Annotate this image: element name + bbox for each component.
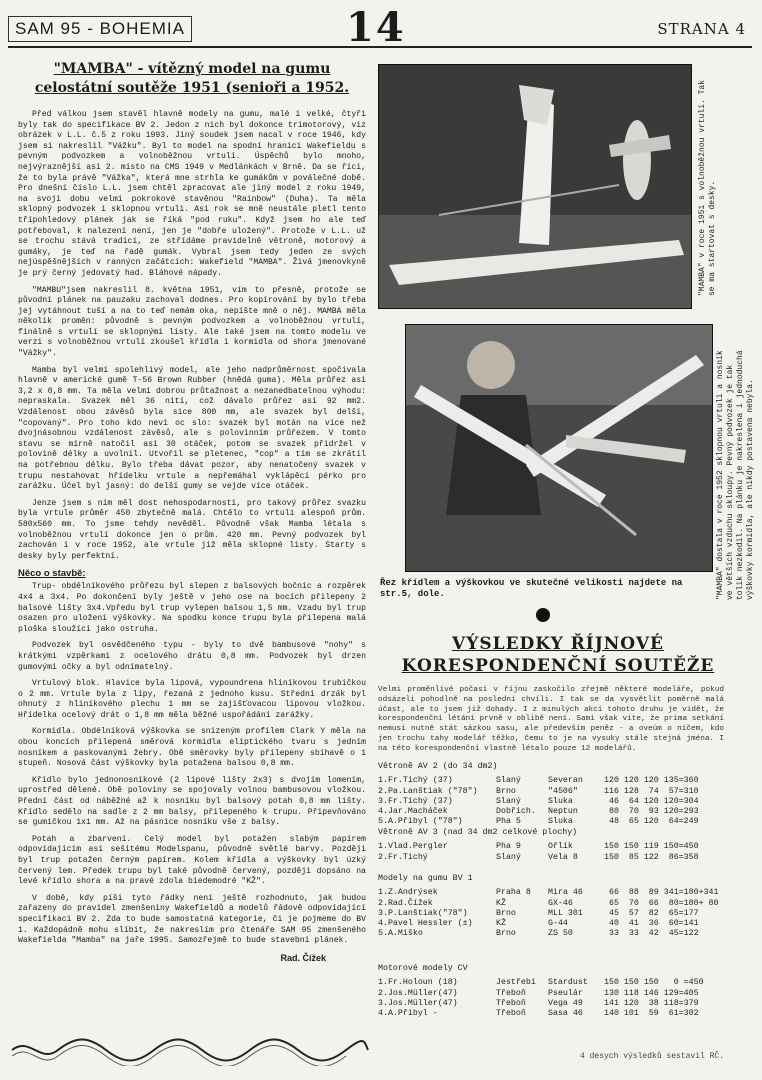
result-row: 1.Fr.Holoun (18) Jestřebí Stardust 150 150 150 0 =450: [378, 978, 704, 988]
result-row: 5.A.Miško Brno ZS 50 33 33 42 45=122: [378, 929, 699, 939]
result-row: 1.Z.Andrýsek Praha 8 Mira 46 66 88 89 341=180+341: [378, 888, 719, 898]
decorative-border: [10, 1034, 370, 1066]
issue-number: 14: [346, 4, 406, 51]
article-title: [18, 60, 366, 98]
result-row: 3.Fr.Tichý (37) Slaný Sluka 46 64 120 120=304: [378, 796, 699, 806]
result-row: 3.Jos.Müller(47) Třeboň Vega 49 141 120 38 118=379: [378, 998, 699, 1008]
result-row: 1.Fr.Tichý (37) Slaný Severan 120 120 120 135=360: [378, 776, 699, 786]
article-title-line2: celostátní soutěže 1951 (senioři a 1952.: [34, 80, 350, 96]
article-paragraph: Před válkou jsem stavěl hlavně modely na gumu, malé i velké, čtyři byly tak do specifikace BV 2. Jedon z nich byl dokonce trimotorový, viz obrázek v L.L. č.5 z roku 1993. Jiný soudek jsem nacal v roce 1946, kdy jsem si nakreslil "Vážku". Byl to model na spodní hranici Wakefieldu s pevným podvozkem a volnoběžnou vrtulí. Úspěchů bylo mnoho, nejvýraznější asi 2. místo na CMS 1949 v Medlánkách v Brně. Da se říci, že to byla právě "Vážka", která mne strhla ke gumákům v poválečné době. Pro dnešní číslo L.L. jsem chtěl zpracovat ale jiný model z roku 1949, na svoji dobu velmi pokrokové stavěnou "Rainbow" (Duha). Ta měla sklopný podvozek i sklopnou vrtuli. Asi rok se mně neustále pletl tento třípohledový plánek jak se říká "pod ruku". Když jsem ho ale teď potřeboval, k nalezení není, jen je "dobře uložený". Protože v L.L. už se trochu stává tradicí, ze střídáme pravidelně větroně, motorový a gumáky, je teď na řadě gumák. Vybral jsem tedy jeden ze svých nejúspěšnějších v rannýcn začátcích: Wakefield "MAMBA". Živá jmenovkyně je prý černý jedovatý had. Bláhové nápady.: [18, 110, 366, 278]
photo-mamba-1951: [378, 64, 692, 309]
result-row: 2.Jos.Müller(47) Třeboň Pseulár 130 118 146 129=405: [378, 988, 699, 998]
closing-paragraph: V době, kdy píši tyto řádky není ještě rozhodnuto, jak budou zařazeny do pravidel zmenšeniny Wakefieldů a modelů řádově odpovídající specifikaci BV 2. Zda to bude samostatná kategorie, či je pojmeme do BV 1. Každopádně mohu slíbit, že nakreslím pro čtenáře SAM 95 zmenšeného Wakefielda "Mamba" na jaře 1995. Samozřejmě to bude stavební plánek.: [18, 893, 366, 946]
article-title-line1: "MAMBA" - vítězný model na gumu: [53, 61, 331, 77]
author-signature: Rad. Čížek: [280, 952, 326, 963]
article-paragraph: "MAMBU"jsem nakreslil 8. května 1951, vím to přesně, protože se původní plánek na pauzaku zachoval dodnes. Pro kopírování by bylo třeba jej vytáhnout tuší a na to teď nemám oka, nepíšte mně o něj. MAMBA měla několik proměn: původně s pevným podvozkem a volnoběžnou vrtulí, finálně s vrtulí se sklopnými listy. Ale také jsem na tomto modelu ve verzi s volnoběžnou vrtulí zkoušel křídla i kormidla od shora jmenované "Vážky".: [18, 285, 366, 359]
covering-paragraph: Potah a zbarvení. Celý model byl potažen slabým papírem odpovídajícím asi sešitému Modelspanu, původně světlé barvy. Později byl trup potažen černým papírem. Kolem křídla a výškovky byl úzký červený lem. Předek trupu byl také původně červený, později dopsáno na levé křídlo shora a na pravé zdola biedemodré "KŽ".: [18, 834, 366, 887]
photo-mamba-1951-image: [379, 65, 691, 308]
publication-title: SAM 95 - BOHEMIA: [8, 16, 192, 42]
article-column: [18, 60, 366, 963]
results-title-line2: KORESPONDENČNÍ SOUTĚŽE: [401, 656, 715, 676]
result-row: 2.Rad.Čížek KŽ GX-46 65 70 66 80=180+ 80: [378, 898, 719, 908]
propeller-paragraph: Vrtulový blok. Hlavice byla lipová, vypoundrena hliníkovou trubičkou o 2 mm. Vrtule byla z lipy, řezaná z jednoho kusu. Střední drzák byl ohnutý z hliníkového plechu 1 mm se zajišťovacou lipovou vložkou. Hřídelka ocelový drát o 1,8 mm měla běžné uspořádání zarážky.: [18, 679, 366, 720]
result-row: 5.A.Přibyl ("78") Pha 5 Sluka 48 65 120 64=249: [378, 817, 699, 827]
result-row: 2.Pa.Lanštiak ("78") Brno "4506" 116 128 74 57=310: [378, 786, 699, 796]
photo2-caption: "MAMBA" dostala v roce 1952 sklopnou vrtuli a nosník ve větších vzduchu skloupy. Pevný podvozek je tak tolik nezkodil. Na plánku je nakreslena i jednoduchá výškovky kormidla, ale nikdy postavena nebyla.: [716, 350, 755, 600]
category-av2: [378, 762, 720, 828]
category-bv1: [378, 874, 720, 940]
category-title: Větroně AV 3 (nad 34 dm2 celkové plochy): [378, 828, 578, 837]
construction-subheading: Něco o stavbě:: [18, 568, 86, 580]
section-note: Řez křídlem a výškovkou ve skutečné velikosti najdete na str.5, dole.: [380, 578, 683, 599]
bullet-dot: [536, 608, 550, 622]
result-row: 2.Fr.Tichý Slaný Vela 8 150 85 122 86=358: [378, 852, 699, 862]
photo1-caption: "MAMBA" v roce 1951 s volnoběžnou vrtulí. Tak se ma startovat s desky.: [698, 79, 717, 296]
photo-mamba-1952: [405, 324, 713, 572]
result-row: 4.A.Přibyl - Třeboň Sasa 46 140 101 59 61=302: [378, 1009, 699, 1019]
landing-gear-paragraph: Podvozek byl osvědčeného typu - byly to dvě bambusové "nohy" s krátkými vzpěrkami z ocelového drátu 0,8 mm. Podvozek byl drzen gumovými očky a byl odnímatelný.: [18, 641, 366, 672]
category-cv: [378, 964, 720, 1019]
results-footer-note: 4 desych výsledků sestavil RČ.: [580, 1052, 725, 1061]
photo-mamba-1952-image: [406, 325, 712, 571]
result-row: 3.P.Lanštiak("78") Brno MLL 301 45 57 82 65=177: [378, 908, 699, 918]
fuselage-paragraph: Trup- obdélníkového průřezu byl slepen z balsových bočnic a rozpěrek 4x4 a 3x4. Po dokončení byly ještě v jeho ose na bocích přilepeny 2 balsové lišty 3x4.Vpředu byl trup vylepen balsou 1,5 mm. Vzadu byl trup osazen pro uložení výškovky. Na spodku konce trupu byla přilepena malá ploška sloužící jako ostruha.: [18, 582, 366, 634]
category-title: Motorové modely CV: [378, 964, 468, 973]
result-row: 1.Vlad.Pergler Pha 9 Ořlík 150 150 119 150=450: [378, 842, 699, 852]
page-header: [8, 4, 752, 51]
results-title-line1: VÝSLEDKY ŘÍJNOVÉ: [452, 634, 664, 654]
result-row: 4.Pavel Hessler (±) KŽ G-44 40 41 36 60=141: [378, 919, 699, 929]
results-intro: Velmi proměnlivé počasí v říjnu zaskočilo zřejmě některé modeláře, pokud odsázeli pohodlně na poslední chvíli. I tak se da vysvětlit poměrně malá účast, ale to jsem již dohady. I z minulých akcí tohoto druhu je vidět, že korespondenční létání prvně v oblibě není. Sami však víte, že prima setkání nemusí nutně stát sázkou sasu, ale především peněz - a oveúm o ničem, kdo jen trochu tahy modelář těžko, čemu to je na vysuky stále stejná jména. I na této korespondenční vlastně létalo pouze 12 modelářů.: [378, 686, 724, 753]
tail-paragraph: Kormidla. Obdélníková výškovka se snizeným profilem Clark Y měla na obou koncích přilepená směrová kormidla eliptického tvaru s jedním nosníkem a paskovanými žebry. Obě směrovky byly přilepeny sbíhavě o 1 stupeň. Nosová část výškovky byla potažena balsou 0,8 mm.: [18, 727, 366, 769]
article-paragraph: Mamba byl velmi spolehlivý model, ale jeho nadprůměrnost spočívala hlavně v americké gumě T-56 Brown Rubber (hnědá guma). Měla průřez asi 3,2 x 0,8 mm. Ta měla velmi dobrou průtažnost a nezanedbatelnou výhodu: nepraskala. Svazek měl 36 nití, což dávalo průřez asi 92 mm2. Vzdálenost obou závěsů byla sice 800 mm, ale svazek byl delší, "copovaný". Pro toho kdo neví oc slo: svazek byl motán na více než dvojnásobnou vzdálenost závěsů, ale s polovinním průřezem. V tomto stavu se mírně natočil asi 30 otáček, potom se svazek přidržel v polovině délky a uvolnil. Utvořil se pletenec, "cop" a tím se zkrátil na potřebnou délku. Bylo třeba dávat pozor, aby nenatočený svazek v trupu nestahovat hřídelku vrtule a nepřemáhal vyklápěcí pérko pro zarážku. Účel byl jasný: do delší gumy se vejde více otáček.: [18, 365, 366, 492]
wing-paragraph: Křídlo bylo jednonosníkové (2 lipové lišty 2x3) s dvojím lomením, uprostřed dělené. Obě poloviny se spojovaly volnou bambusovou vložkou. Přední část od náběžné až k nosníku byl balsový potah 0,8 mm lišty. Křídlo sedělo na sadle z 2 mm balsy, přilepeného k trupu. Připevňováno se gumičkou 1x1 mm. Až na pásnice nosníku vše z balsy.: [18, 775, 366, 828]
category-av3: [378, 828, 720, 863]
category-title: Modely na gumu BV 1: [378, 874, 473, 883]
page-number: STRANA 4: [657, 20, 746, 38]
results-title: [388, 633, 728, 677]
article-paragraph: Jenze jsem s ním měl dost nehospodarnosti, pro takový průřez svazku byla vrtule průměr 450 zbytečně malá. Chtělo to vrtuli alespoň prům. 580x560 mm. To jsme tehdy nevěděl. Původně však Mamba létala s volnoběžnou vrtulí dokonce jen o prům. 420 mm. Pevný podvozek byl zachován i v roce 1952, ale vrtule již měla sklopné listy. Starty s desky byly perfektní.: [18, 498, 366, 561]
category-title: Větroně AV 2 (do 34 dm2): [378, 762, 498, 771]
result-row: 4.Jar.Macháček Dobřich. Neptun 80 70 93 120=293: [378, 807, 699, 817]
